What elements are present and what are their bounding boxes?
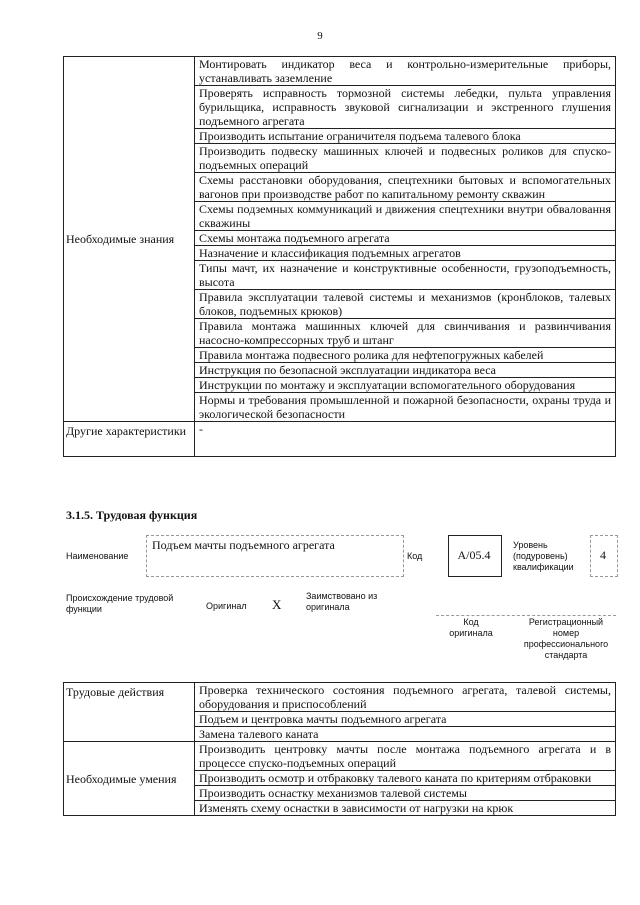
name-value: Подъем мачты подъемного агрегата <box>152 538 335 552</box>
items-list <box>195 742 615 815</box>
list-item: Производить испытание ограничителя подъема талевого блока <box>195 128 615 143</box>
list-item: Изменять схему оснастки в зависимости от нагрузки на крюк <box>195 800 615 815</box>
table-row <box>64 422 616 457</box>
items-cell <box>195 57 616 422</box>
row-label: Необходимые знания <box>66 232 175 246</box>
row-label-cell <box>64 422 195 457</box>
actions-table <box>63 682 616 816</box>
reg-number-label: Регистрационный номер профессионального стандарта <box>523 617 609 660</box>
items-list <box>195 683 615 741</box>
list-item: Правила эксплуатации талевой системы и механизмов (кронблоков, талевых блоков, подъемных крюков) <box>195 289 615 318</box>
list-item: Монтировать индикатор веса и контрольно-измерительные приборы, устанавливать заземление <box>199 57 611 85</box>
knowledge-table <box>63 56 616 457</box>
origin-label: Происхождение трудовой функции <box>66 593 174 614</box>
list-item: Правила монтажа машинных ключей для свинчивания и развинчивания насосно-компрессорных труб и штанг <box>195 318 615 347</box>
row-label-cell <box>64 683 195 742</box>
code-label: Код <box>407 551 423 561</box>
row-label: Трудовые действия <box>66 685 165 699</box>
code-value: A/05.4 <box>457 548 491 562</box>
original-label: Оригинал <box>206 601 247 611</box>
original-mark: X <box>272 597 282 612</box>
level-label: Уровень (подуровень) квалификации <box>513 540 574 572</box>
list-item: Нормы и требования промышленной и пожарной безопасности, охраны труда и экологической безопасности <box>195 392 615 421</box>
row-label-cell <box>64 742 195 816</box>
name-label: Наименование <box>66 551 129 561</box>
list-item: Подъем и центровка мачты подъемного агрегата <box>195 711 615 726</box>
list-item: Правила монтажа подвесного ролика для нефтепогружных кабелей <box>195 347 615 362</box>
list-item: Назначение и классификация подъемных агрегатов <box>195 245 615 260</box>
list-item: Производить подвеску машинных ключей и подвесных роликов для спуско-подъемных операций <box>195 143 615 172</box>
row-label: Необходимые умения <box>66 771 177 786</box>
list-item: Схемы подземных коммуникаций и движения спецтехники внутри обваловання скважины <box>195 201 615 230</box>
list-item: Проверять исправность тормозной системы лебедки, пульта управления бурильщика, исправность звуковой сигнализации и экстренного глушения подъемного агрегата <box>195 85 615 128</box>
list-item: Производить оснастку механизмов талевой системы <box>195 785 615 800</box>
code-original-label: Код оригинала <box>449 617 493 638</box>
table-row <box>64 57 616 422</box>
items-list <box>195 57 615 421</box>
list-item: Проверка технического состояния подъемного агрегата, талевой системы, оборудования и приспособлений <box>199 683 611 711</box>
list-item: Инструкции по монтажу и эксплуатации вспомогательного оборудования <box>195 377 615 392</box>
list-item: Схемы расстановки оборудования, спецтехники бытовых и вспомогательных вагонов при производстве работ по капитальному ремонту скважин <box>195 172 615 201</box>
table-row <box>64 742 616 816</box>
list-item: - <box>199 422 203 436</box>
list-item: Производить центровку мачты после монтажа подъемного агрегата и в процессе спуско-подъемных операций <box>199 742 611 770</box>
level-value: 4 <box>600 548 606 562</box>
section-title: 3.1.5. Трудовая функция <box>66 508 198 522</box>
list-item: Типы мачт, их назначение и конструктивные особенности, грузоподъемность, высота <box>195 260 615 289</box>
list-item: Замена талевого каната <box>195 726 615 741</box>
items-list <box>195 422 615 436</box>
list-item: Инструкция по безопасной эксплуатации индикатора веса <box>195 362 615 377</box>
list-item: Производить осмотр и отбраковку талевого каната по критериям отбраковки <box>195 770 615 785</box>
origin-entry-box <box>436 585 616 616</box>
items-cell <box>195 422 616 457</box>
row-label-cell <box>64 57 195 422</box>
borrowed-label: Заимствовано из оригинала <box>306 591 378 612</box>
list-item: Схемы монтажа подъемного агрегата <box>195 230 615 245</box>
page-number: 9 <box>317 30 323 42</box>
items-cell <box>195 742 616 816</box>
row-label: Другие характеристики <box>66 424 187 438</box>
items-cell <box>195 683 616 742</box>
table-row <box>64 683 616 742</box>
